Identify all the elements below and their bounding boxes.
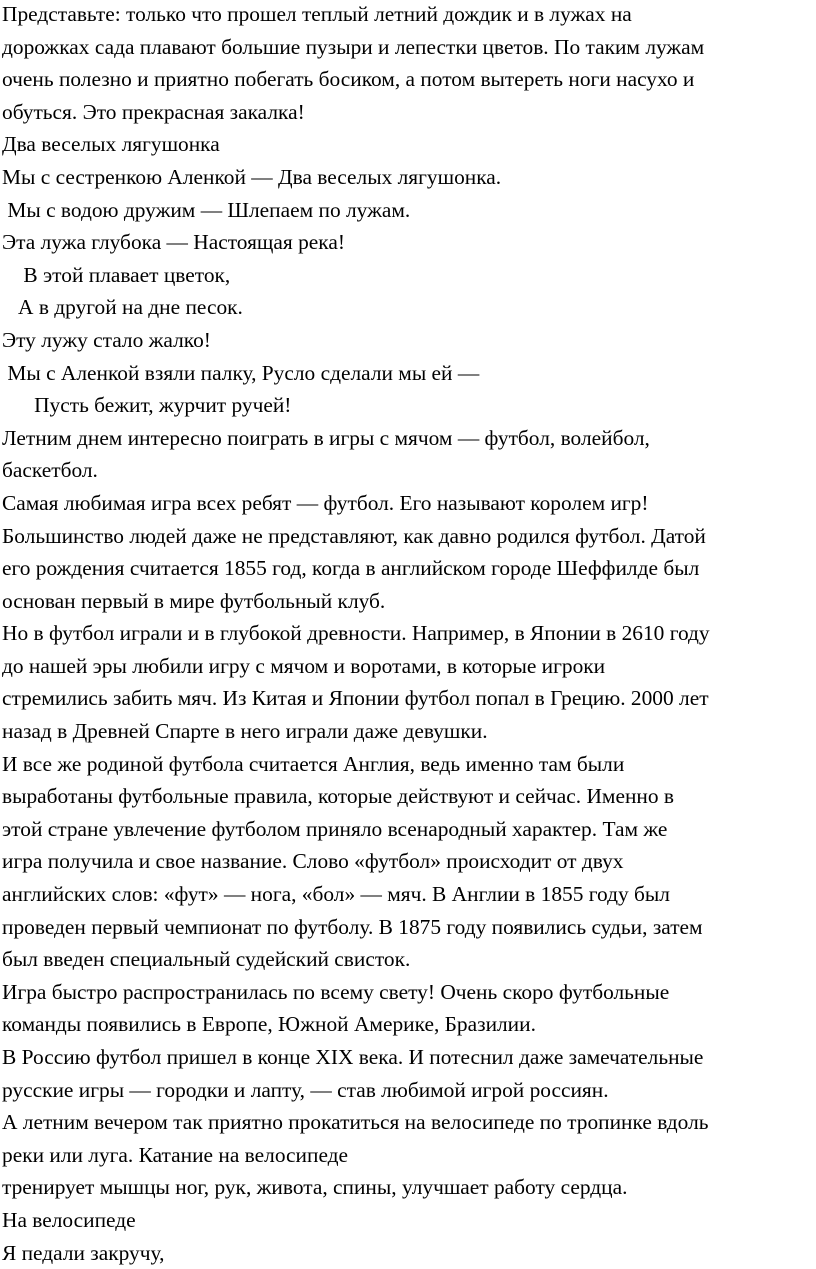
text-line: основан первый в мире футбольный клуб. <box>2 588 386 613</box>
poem-line: Мы с Аленкой взяли палку, Русло сделали мы ей — <box>2 360 480 385</box>
text-line: баскетбол. <box>2 458 98 483</box>
poem-title: Два веселых лягушонка <box>2 132 220 157</box>
text-line: Большинство людей даже не представляют, как давно родился футбол. Датой <box>2 523 706 548</box>
text-line: проведен первый чемпионат по футболу. В 1875 году появились судьи, затем <box>2 914 703 939</box>
poem-line: А в другой на дне песок. <box>2 295 243 320</box>
text-line: назад в Древней Спарте в него играли даже девушки. <box>2 719 488 744</box>
poem-line: Мы с сестренкою Аленкой — Два веселых лягушонка. <box>2 164 502 189</box>
text-line: тренирует мышцы ног, рук, живота, спины, улучшает работу сердца. <box>2 1175 628 1200</box>
text-line: его рождения считается 1855 год, когда в английском городе Шеффилде был <box>2 556 700 581</box>
text-line: Самая любимая игра всех ребят — футбол. Его называют королем игр! <box>2 490 649 515</box>
poem-line: Эта лужа глубока — Настоящая река! <box>2 230 345 255</box>
poem-title: На велосипеде <box>2 1207 136 1232</box>
text-line: обуться. Это прекрасная закалка! <box>2 99 305 124</box>
text-line: до нашей эры любили игру с мячом и воротами, в которые игроки <box>2 653 606 678</box>
text-line: И все же родиной футбола считается Англия, ведь именно там были <box>2 751 625 776</box>
text-line: очень полезно и приятно побегать босиком, а потом вытереть ноги насухо и <box>2 67 695 92</box>
poem-line: Я педали закручу, <box>2 1240 165 1265</box>
text-line: стремились забить мяч. Из Китая и Японии футбол попал в Грецию. 2000 лет <box>2 686 709 711</box>
text-line: Игра быстро распространилась по всему свету! Очень скоро футбольные <box>2 979 670 1004</box>
text-line: выработаны футбольные правила, которые действуют и сейчас. Именно в <box>2 784 674 809</box>
text-line: игра получила и свое название. Слово «футбол» происходит от двух <box>2 849 624 874</box>
poem-line: В этой плавает цветок, <box>2 262 231 287</box>
text-line: английских слов: «фут» — нога, «бол» — мяч. В Англии в 1855 году был <box>2 882 670 907</box>
text-line: этой стране увлечение футболом приняло всенародный характер. Там же <box>2 816 668 841</box>
poem-line: Пусть бежит, журчит ручей! <box>2 393 292 418</box>
text-line: был введен специальный судейский свисток. <box>2 947 411 972</box>
text-line: Представьте: только что прошел теплый летний дождик и в лужах на <box>2 2 632 26</box>
text-line: дорожках сада плавают большие пузыри и лепестки цветов. По таким лужам <box>2 34 705 59</box>
poem-line: Мы с водою дружим — Шлепаем по лужам. <box>2 197 411 222</box>
text-line: реки или луга. Катание на велосипеде <box>2 1142 349 1167</box>
text-line: команды появились в Европе, Южной Америке, Бразилии. <box>2 1012 536 1037</box>
poem-line: Эту лужу стало жалко! <box>2 327 211 352</box>
text-line: В Россию футбол пришел в конце XIX века. И потеснил даже замечательные <box>2 1045 704 1069</box>
text-line: Летним днем интересно поиграть в игры с мячом — футбол, волейбол, <box>2 425 650 450</box>
text-line: А летним вечером так приятно прокатиться на велосипеде по тропинке вдоль <box>2 1110 709 1135</box>
text-line: русские игры — городки и лапту, — став любимой игрой россиян. <box>2 1077 609 1102</box>
text-line: Но в футбол играли и в глубокой древности. Например, в Японии в 2610 году <box>2 621 710 646</box>
